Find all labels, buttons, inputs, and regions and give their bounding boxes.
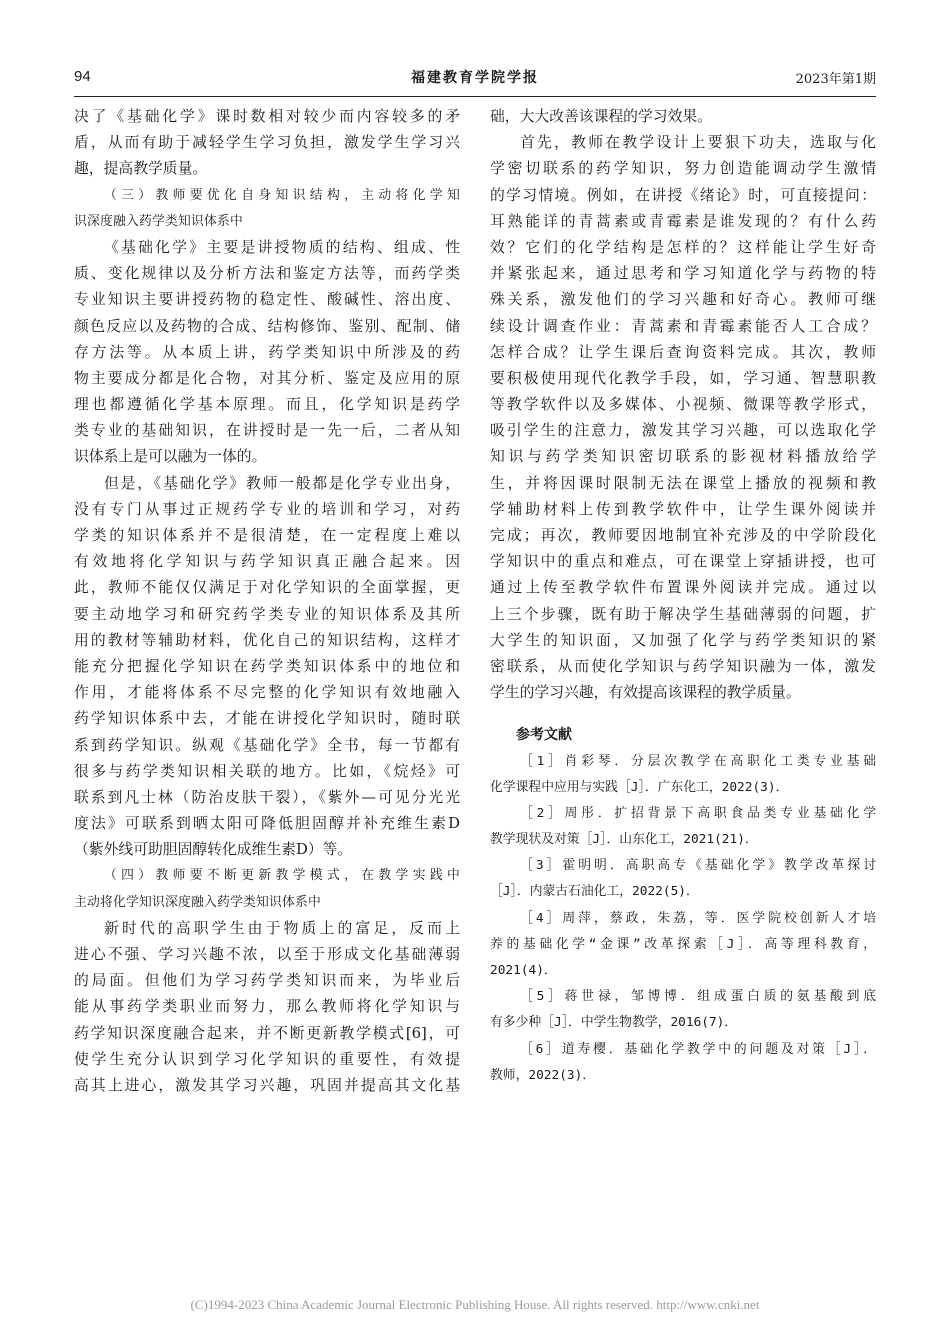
text-line: 密联系，从而使化学知识与药学知识融为一体，激发 — [490, 657, 876, 675]
text-line: 理也都遵循化学基本原理。而且，化学知识是药学 — [74, 396, 460, 414]
text-line: 药学知识深度融合起来，并不断更新教学模式[6]，可 — [74, 1024, 460, 1042]
text-line: 作用，才能将体系不尽完整的化学知识有效地融入 — [74, 684, 460, 702]
references-heading: 参考文献 — [516, 727, 572, 744]
text-line: ［5］蒋世禄，邹博博．组成蛋白质的氨基酸到底 — [520, 989, 876, 1005]
text-line: 用的教材等辅助材料，优化自己的知识结构，这样才 — [74, 631, 460, 649]
copyright-footer: (C)1994-2023 China Academic Journal Electronic Publishing House. All rights reserved. http://www.cnki.net — [190, 1297, 760, 1312]
text-line: 础，大大改善该课程的学习效果。 — [490, 108, 712, 125]
text-line: 要积极使用现代化教学手段，如，学习通、智慧职教 — [490, 369, 876, 387]
text-line: 吸引学生的注意力，激发其学习兴趣，可以选取化学 — [490, 422, 876, 440]
text-line: 有多少种［J］．中学生物教学，2016(7)． — [490, 1015, 738, 1031]
page-number: 94 — [74, 68, 91, 85]
text-line: 学类的知识体系并不是很清楚，在一定程度上难以 — [74, 527, 460, 544]
text-line: 决了《基础化学》课时数相对较少而内容较多的矛 — [74, 108, 460, 125]
text-line: 能充分把握化学知识在药学类知识体系中的地位和 — [74, 657, 460, 675]
text-line: 识体系上是可以融为一体的。 — [74, 448, 267, 466]
text-line: 学辅助材料上传到教学软件中，让学生课外阅读并 — [490, 500, 876, 518]
text-line: 学知识中的重点和难点，可在课堂上穿插讲授，也可 — [490, 553, 876, 571]
text-line: 进心不强、学习兴趣不浓，以至于形成文化基础薄弱 — [74, 946, 460, 963]
text-line: 存方法等。从本质上讲，药学类知识中所涉及的药 — [74, 343, 460, 361]
text-line: 2021(4)． — [490, 963, 557, 978]
text-line: 养的基础化学“金课”改革探索［J］．高等理科教育， — [490, 936, 876, 952]
text-line: 没有专门从事过正规药学专业的培训和学习，对药 — [74, 500, 460, 518]
text-line: 教学现状及对策［J］．山东化工，2021(21)． — [490, 832, 758, 848]
text-line: 很多与药学类知识相关联的地方。比如，《烷烃》可 — [74, 762, 460, 780]
header-rule — [74, 96, 876, 97]
text-line: 《基础化学》主要是讲授物质的结构、组成、性 — [104, 238, 460, 256]
text-line: 教师，2022(3)． — [490, 1067, 596, 1083]
text-line: 首先，教师在教学设计上要狠下功夫，选取与化 — [520, 134, 876, 152]
text-line: 并紧张起来，通过思考和学习知道化学与药物的特 — [490, 265, 876, 283]
text-line: 质、变化规律以及分析方法和鉴定方法等，而药学类 — [74, 265, 460, 283]
text-line: 趣，提高教学质量。 — [74, 160, 208, 178]
left-column — [74, 104, 460, 1099]
text-line: ［6］道寿樱．基础化学教学中的问题及对策［J］． — [520, 1041, 876, 1057]
text-line: 化学课程中应用与实践［J］．广东化工，2022(3)． — [490, 779, 789, 795]
text-line: （三）教师要优化自身知识结构，主动将化学知 — [104, 187, 460, 203]
text-line: ［2］周彤．扩招背景下高职食品类专业基础化学 — [520, 805, 876, 821]
text-line: 新时代的高职学生由于物质上的富足，反而上 — [104, 919, 460, 937]
text-line: 的局面。但他们为学习药学类知识而来，为毕业后 — [74, 972, 460, 990]
journal-title: 福建教育学院学报 — [411, 70, 539, 86]
text-line: 使学生充分认识到学习化学知识的重要性，有效提 — [74, 1050, 460, 1068]
text-line: 的学习情境。例如，在讲授《绪论》时，可直接提问： — [490, 186, 876, 204]
text-line: 颜色反应以及药物的合成、结构修饰、鉴别、配制、储 — [74, 317, 460, 335]
text-line: 学密切联系的药学知识，努力创造能调动学生激情 — [490, 160, 876, 178]
page-header — [74, 64, 876, 94]
text-line: 此，教师不能仅仅满足于对化学知识的全面掌握，更 — [74, 579, 460, 597]
right-column — [490, 104, 876, 1089]
text-line: （四）教师要不断更新教学模式，在教学实践中 — [104, 868, 460, 884]
text-line: 生，并将因课时限制无法在课堂上播放的视频和教 — [490, 474, 876, 492]
text-line: 续设计调查作业：青蒿素和青霉素能否人工合成？ — [490, 317, 876, 335]
text-line: 盾，从而有助于减轻学生学习负担，激发学生学习兴 — [74, 134, 460, 152]
text-line: 有效地将化学知识与药学知识真正融合起来。因 — [74, 553, 460, 571]
text-line: 大学生的知识面，又加强了化学与药学类知识的紧 — [490, 631, 876, 649]
text-line: ［4］周萍，蔡政，朱荔，等．医学院校创新人才培 — [520, 910, 876, 926]
text-line: 专业知识主要讲授药物的稳定性、酸碱性、溶出度、 — [74, 291, 460, 309]
text-line: 上三个步骤，既有助于解决学生基础薄弱的问题，扩 — [490, 605, 876, 623]
text-line: 物主要成分都是化合物，对其分析、鉴定及应用的原 — [74, 369, 460, 387]
text-line: ［1］肖彩琴．分层次教学在高职化工类专业基础 — [520, 753, 876, 769]
text-line: 学生的学习兴趣，有效提高该课程的教学质量。 — [490, 684, 801, 702]
text-line: 要主动地学习和研究药学类专业的知识体系及其所 — [74, 605, 460, 623]
text-line: 识深度融入药学类知识体系中 — [74, 213, 243, 229]
text-line: 怎样合成？让学生课后查询资料完成。其次，教师 — [490, 343, 876, 361]
text-line: 知识与药学类知识密切联系的影视材料播放给学 — [490, 448, 876, 466]
text-line: （紫外线可助胆固醇转化成维生素D）等。 — [74, 841, 353, 859]
text-line: 类专业的基础知识，在讲授时是一先一后，二者从知 — [74, 422, 460, 440]
text-line: 系到药学知识。纵观《基础化学》全书，每一节都有 — [74, 736, 460, 754]
text-line: ［3］霍明明．高职高专《基础化学》教学改革探讨 — [520, 858, 876, 874]
text-line: 但是，《基础化学》教师一般都是化学专业出身， — [104, 474, 460, 492]
text-line: 殊关系，激发他们的学习兴趣和好奇心。教师可继 — [490, 291, 876, 309]
text-line: ［J］．内蒙古石油化工，2022(5)． — [490, 884, 699, 900]
text-line: 高其上进心，激发其学习兴趣，巩固并提高其文化基 — [74, 1076, 460, 1094]
text-line: 等教学软件以及多媒体、小视频、微课等教学形式， — [490, 396, 876, 414]
text-line: 通过上传至教学软件布置课外阅读并完成。通过以 — [490, 579, 876, 597]
text-line: 主动将化学知识深度融入药学类知识体系中 — [74, 894, 321, 910]
text-line: 能从事药学类职业而努力，那么教师将化学知识与 — [74, 998, 460, 1016]
issue-label: 2023年第1期 — [795, 72, 876, 87]
text-line: 效？它们的化学结构是怎样的？这样能让学生好奇 — [490, 238, 876, 256]
text-line: 药学知识体系中去，才能在讲授化学知识时，随时联 — [74, 710, 460, 728]
text-line: 耳熟能详的青蒿素或青霉素是谁发现的？有什么药 — [490, 212, 876, 230]
text-line: 联系到凡士林（防治皮肤干裂），《紫外—可见分光光 — [74, 788, 460, 806]
text-line: 完成；再次，教师要因地制宜补充涉及的中学阶段化 — [490, 527, 876, 544]
text-line: 度法》可联系到晒太阳可降低胆固醇并补充维生素D — [74, 815, 460, 833]
